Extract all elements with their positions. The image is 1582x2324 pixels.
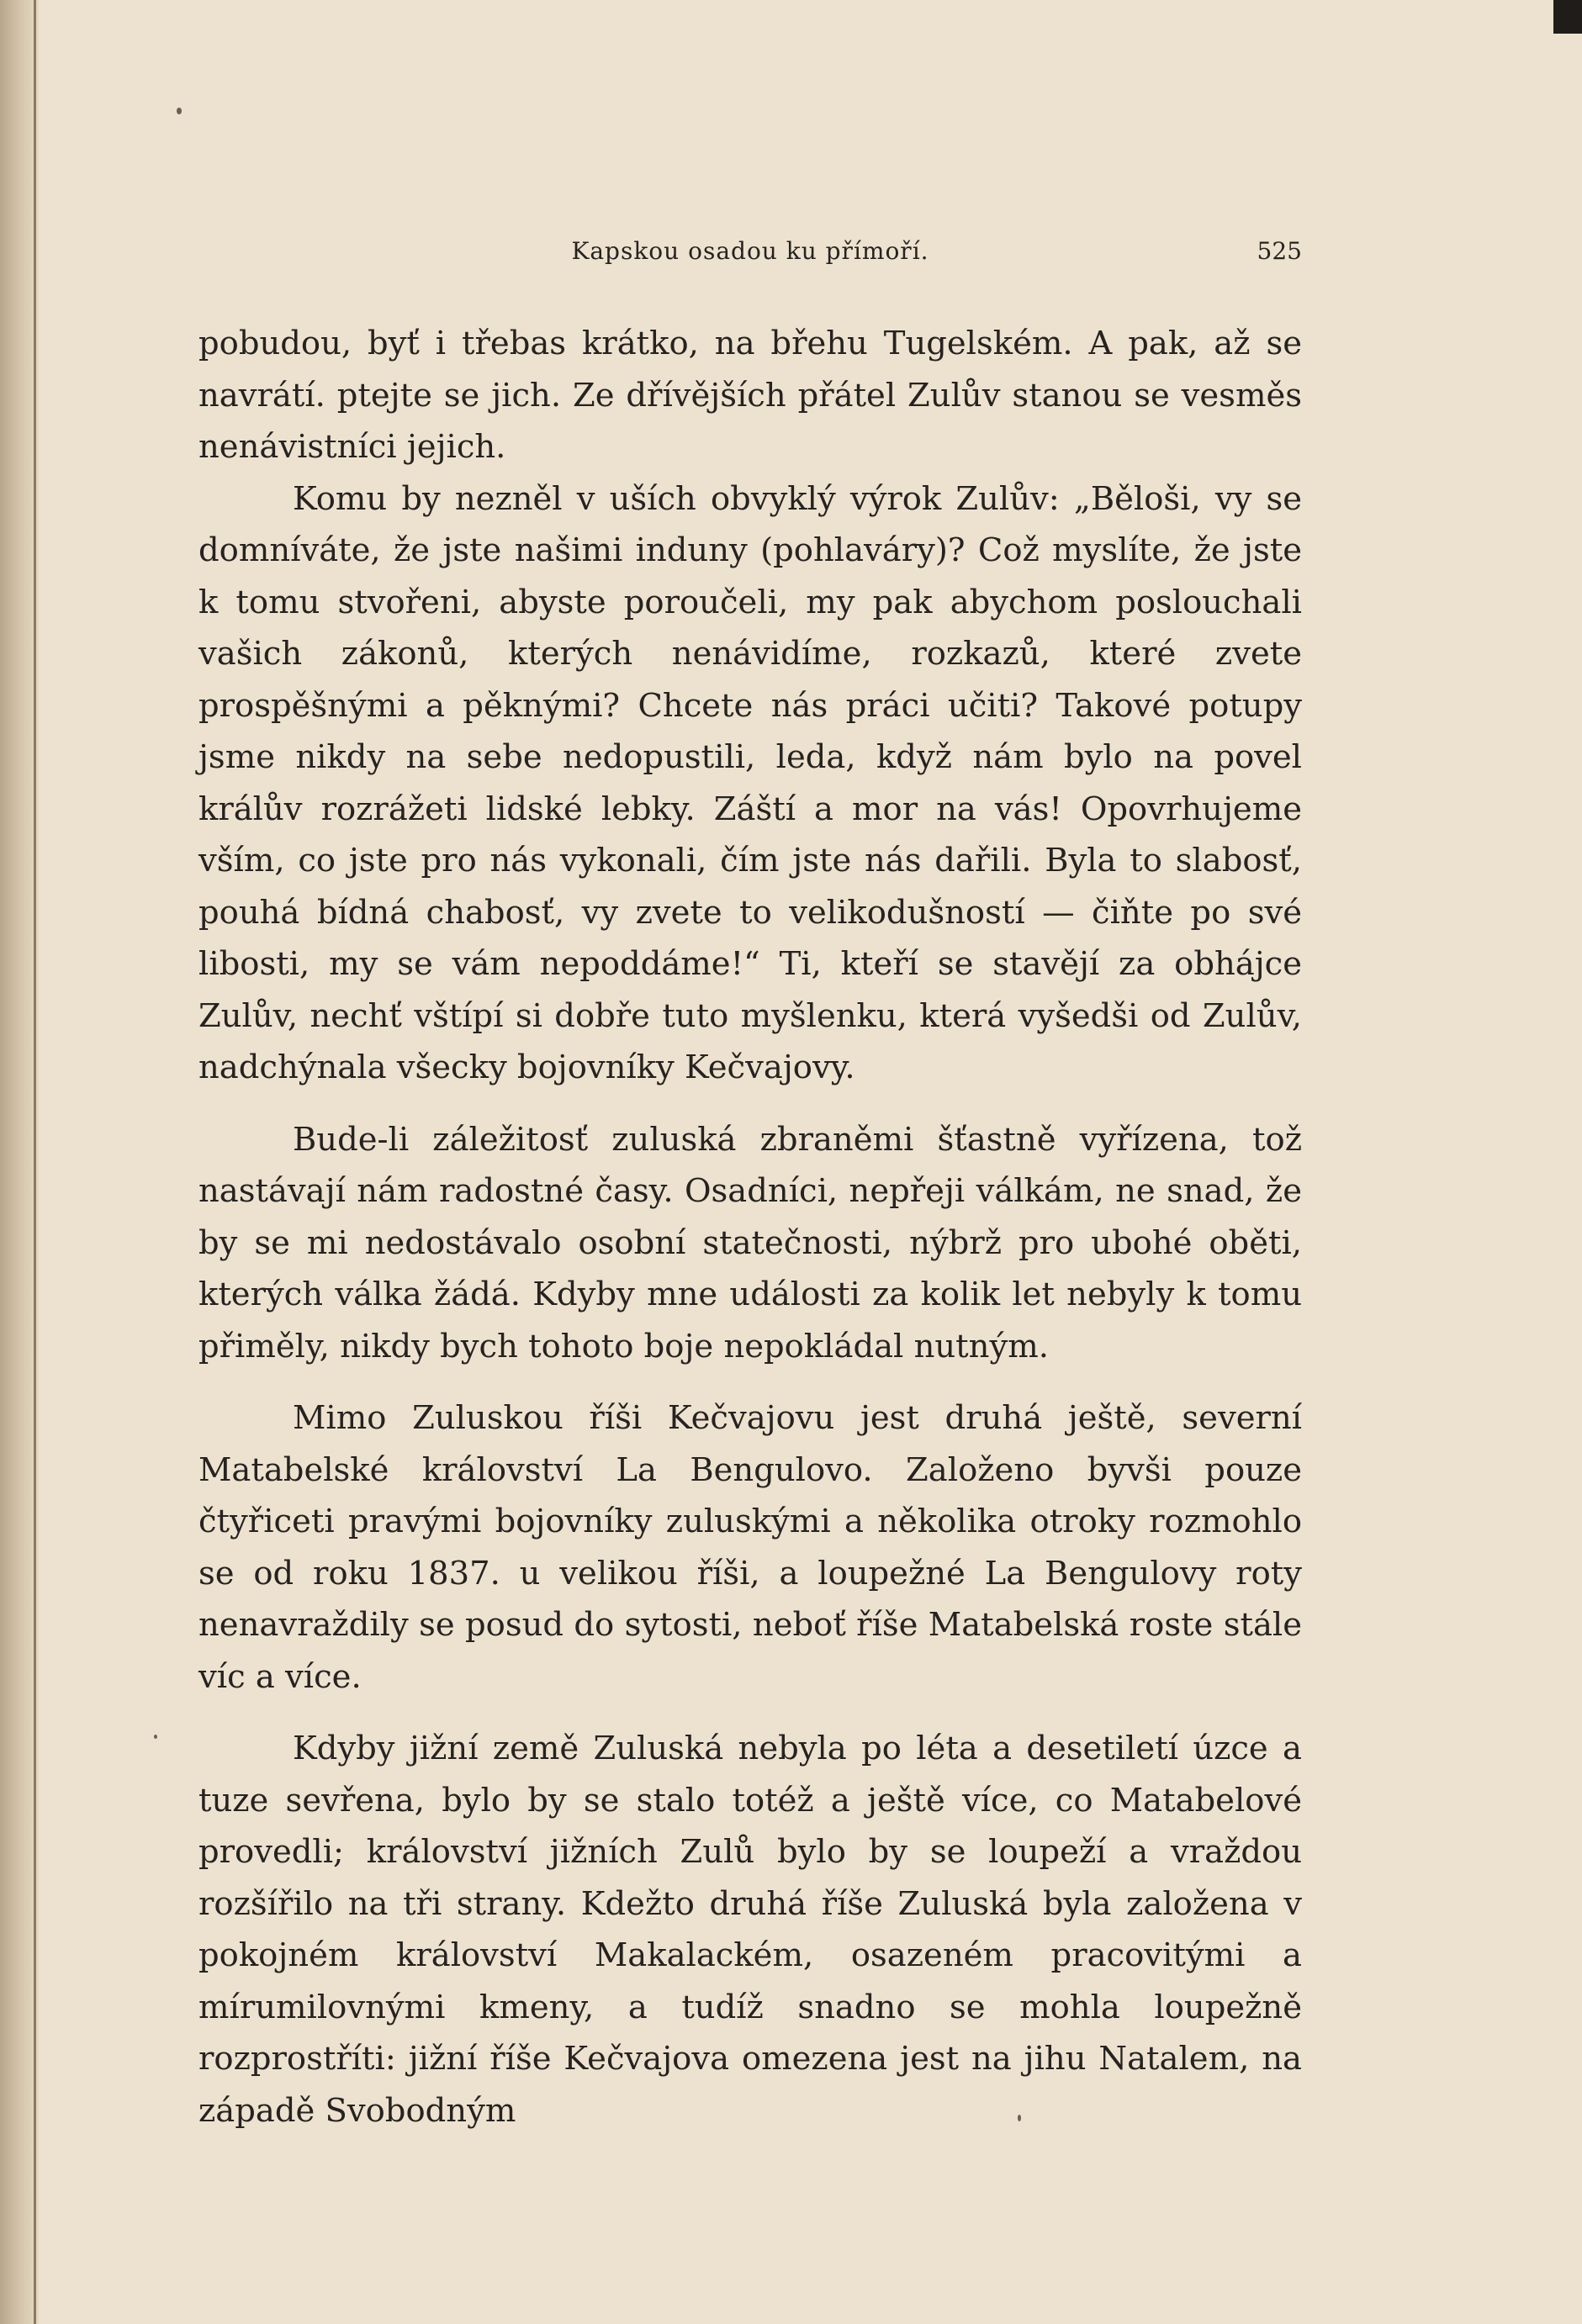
- page-number: 525: [1257, 237, 1302, 265]
- running-header: [198, 237, 1302, 271]
- paragraph-2: Komu by nezněl v uších obvyklý výrok Zulův: „Běloši, vy se domníváte, že jste našimi induny (pohlaváry)? Což myslíte, že jste k tomu stvořeni, abyste poroučeli, my pak abychom poslouchali vašich zákonů, kterých nenávidíme, rozkazů, které zvete prospěšnými a pěknými? Chcete nás práci učiti? Takové potupy jsme nikdy na sebe nedopustili, leda, když nám bylo na povel králův rozrážeti lidské lebky. Záští a mor na vás! Opovrhujeme vším, co jste pro nás vykonali, čím jste nás dařili. Byla to slabosť, pouhá bídná chabosť, vy zvete to velikodušností — čiňte po své libosti, my se vám nepoddáme!“ Ti, kteří se stavějí za obhájce Zulův, nechť vštípí si dobře tuto myšlenku, která vyšedši od Zulův, nadchýnala všecky bojovníky Kečvajovy.: [198, 479, 1302, 1086]
- scan-corner: [1553, 0, 1582, 34]
- paper-fleck: [177, 108, 182, 114]
- body-text: [198, 318, 1302, 2136]
- paragraph-3: Bude-li záležitosť zuluská zbraněmi šťastně vyřízena, tož nastávají nám radostné časy. Osadníci, nepřeji válkám, ne snad, že by se mi nedostávalo osobní statečnosti, nýbrž pro ubohé oběti, kterých válka žádá. Kdyby mne události za kolik let nebyly k tomu přiměly, nikdy bych tohoto boje nepokládal nutným.: [198, 1120, 1302, 1365]
- paragraph-5: Kdyby jižní země Zuluská nebyla po léta a desetiletí úzce a tuze sevřena, bylo by se stalo totéž a ještě více, co Matabelové provedli; království jižních Zulů bylo by se loupeží a vraždou rozšířilo na tři strany. Kdežto druhá říše Zuluská byla založena v pokojném království Makalackém, osazeném pracovitými a mírumilovnými kmeny, a tudíž snadno se mohla loupežně rozprostříti: jižní říše Kečvajova omezena jest na jihu Natalem, na západě Svobodným: [198, 1730, 1302, 2130]
- running-title: Kapskou osadou ku přímoří.: [571, 237, 929, 265]
- paragraph-1: pobudou, byť i třebas krátko, na břehu Tugelském. A pak, až se navrátí. ptejte se jich. Ze dřívějších přátel Zulův stanou se vesměs nenávistníci jejich.: [198, 325, 1302, 466]
- gutter-line: [34, 0, 36, 2324]
- paper-fleck: [154, 1735, 157, 1739]
- paragraph-gap: [198, 1703, 1302, 1723]
- paragraph-gap: [198, 1372, 1302, 1392]
- paragraph-4: Mimo Zuluskou říši Kečvajovu jest druhá ještě, severní Matabelské království La Bengulovo. Založeno byvši pouze čtyřiceti pravými bojovníky zuluskými a několika otroky rozmohlo se od roku 1837. u velikou říši, a loupežné La Bengulovy roty nenavraždily se posud do sytosti, neboť říše Matabelská roste stále víc a více.: [198, 1399, 1302, 1696]
- paragraph-gap: [198, 1094, 1302, 1114]
